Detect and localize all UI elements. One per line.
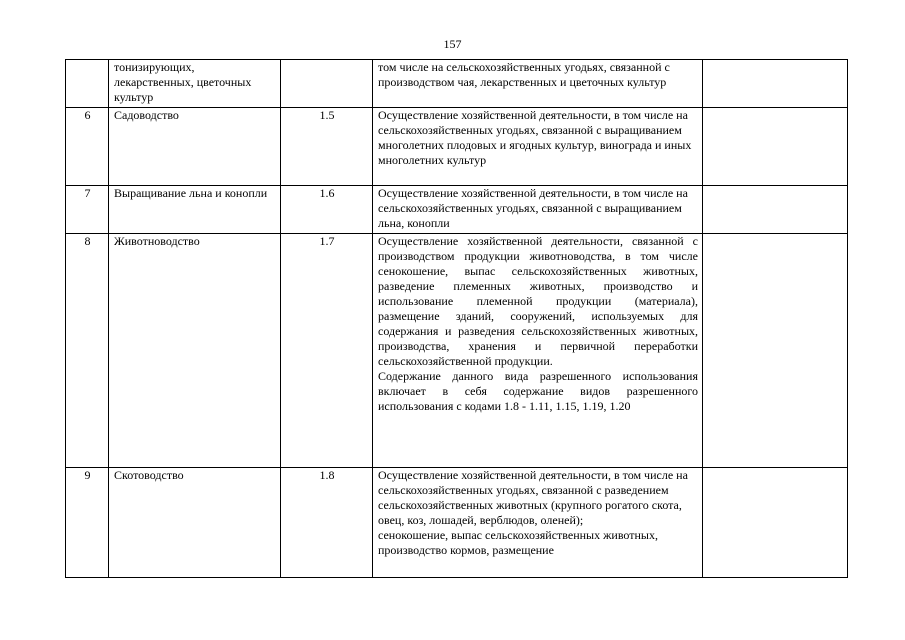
page-number: 157 [443,37,462,51]
use-code: 1.7 [281,234,373,468]
empty-cell [703,108,848,186]
use-description [373,60,703,108]
empty-cell [703,468,848,578]
use-code: 1.6 [281,186,373,234]
table-row [66,468,848,578]
use-name: тонизирующих, лекарственных, цветочных культур [109,60,281,108]
use-description [373,108,703,186]
description-paragraph: Осуществление хозяйственной деятельности, связанной с производством продукции животноводства, в том числе сенокошение, выпас сельскохозяйственных животных, разведение племенных животных, производство и использование племенной продукции (материала), размещение зданий, сооружений, используемых для содержания и разведения сельскохозяйственных животных, производства, хранения и первичной переработки сельскохозяйственной продукции. [378,234,698,368]
table-row [66,234,848,468]
row-number: 9 [66,468,109,578]
use-code: 1.5 [281,108,373,186]
description-paragraph: Осуществление хозяйственной деятельности, в том числе на сельскохозяйственных угодьях, связанной с выращиванием льна, конопли [378,186,688,230]
description-paragraph: Осуществление хозяйственной деятельности, в том числе на сельскохозяйственных угодьях, связанной с разведением сельскохозяйственных животных (крупного рогатого скота, овец, коз, лошадей, верблюдов, оленей); [378,468,688,527]
use-description [373,468,703,578]
use-description [373,234,703,468]
use-name: Садоводство [109,108,281,186]
row-number [66,60,109,108]
empty-cell [703,234,848,468]
use-description [373,186,703,234]
empty-cell [703,60,848,108]
table-row [66,108,848,186]
empty-cell [703,186,848,234]
description-paragraph: сенокошение, выпас сельскохозяйственных животных, производство кормов, размещение [378,528,658,557]
table-row [66,186,848,234]
row-number: 6 [66,108,109,186]
description-paragraph: том числе на сельскохозяйственных угодьях, связанной с производством чая, лекарственных и цветочных культур [378,60,670,89]
use-code [281,60,373,108]
row-number: 7 [66,186,109,234]
use-name: Животноводство [109,234,281,468]
row-number: 8 [66,234,109,468]
table-row [66,60,848,108]
use-name: Скотоводство [109,468,281,578]
use-code: 1.8 [281,468,373,578]
land-use-table [65,59,848,578]
description-paragraph: Осуществление хозяйственной деятельности, в том числе на сельскохозяйственных угодьях, связанной с выращиванием многолетних плодовых и ягодных культур, винограда и иных многолетних культур [378,108,692,167]
use-name: Выращивание льна и конопли [109,186,281,234]
description-paragraph: Содержание данного вида разрешенного использования включает в себя содержание видов разрешенного использования с кодами 1.8 - 1.11, 1.15, 1.19, 1.20 [378,369,698,413]
